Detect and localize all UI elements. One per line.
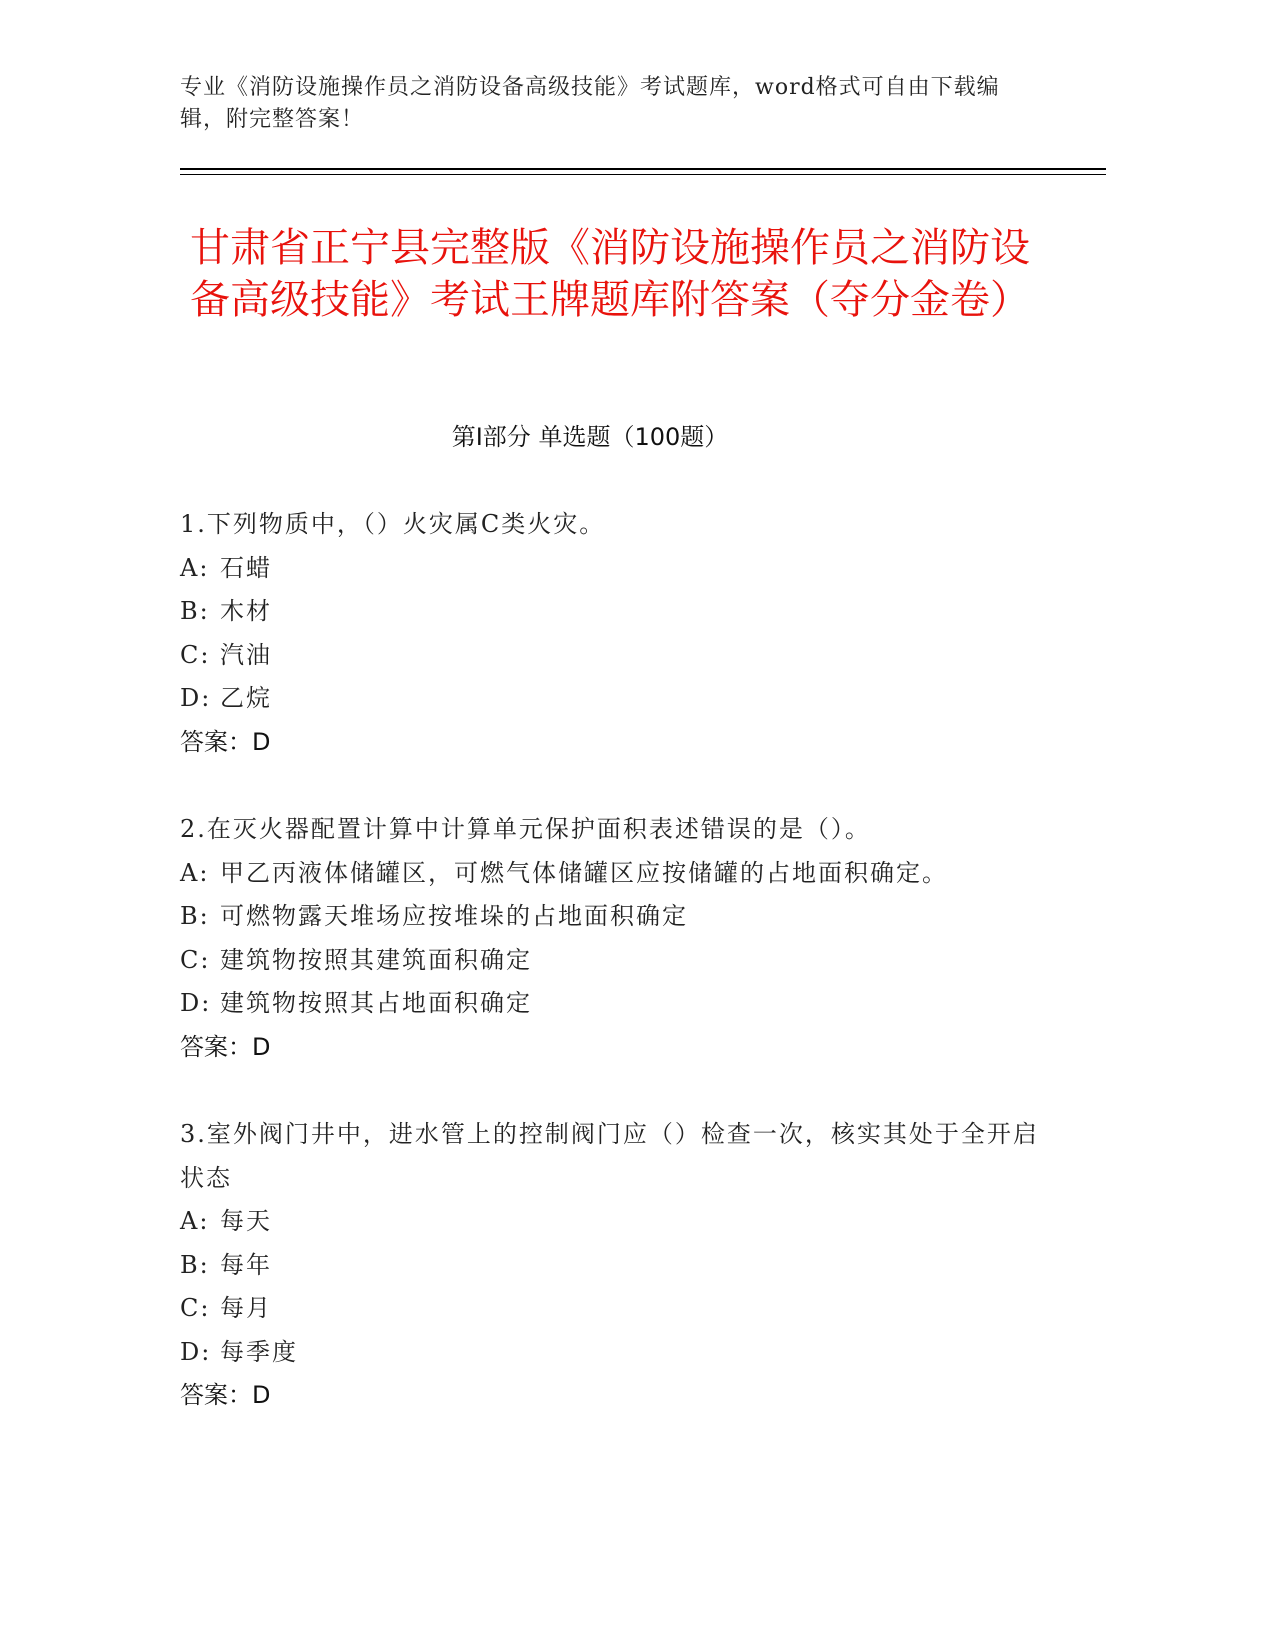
option-d (180, 677, 1040, 721)
option-letter: C: (180, 945, 211, 974)
option-letter: B: (180, 902, 210, 930)
question-2 (180, 808, 1040, 1069)
option-d (180, 1331, 1040, 1375)
option-c (180, 939, 1040, 983)
option-letter: D: (180, 989, 212, 1017)
answer-line: 答案：D (180, 727, 271, 756)
option-a (180, 1200, 1040, 1244)
option-letter: D: (180, 684, 212, 712)
option-b (180, 895, 1040, 939)
answer-line: 答案：D (180, 1381, 271, 1409)
option-text: 石蜡 (220, 553, 272, 582)
option-letter: D: (180, 1337, 212, 1366)
question-3 (180, 1113, 1040, 1418)
option-letter: A: (180, 1207, 210, 1235)
option-text: 可燃物露天堆场应按堆垛的占地面积确定 (220, 902, 688, 930)
option-text: 建筑物按照其建筑面积确定 (220, 945, 532, 974)
option-text: 甲乙丙液体储罐区，可燃气体储罐区应按储罐的占地面积确定。 (220, 858, 948, 887)
section-heading: 第I部分 单选题（100题） (451, 423, 729, 451)
option-letter: C: (180, 1294, 211, 1322)
question-stem: 1.下列物质中，（）火灾属C类火灾。 (180, 510, 606, 538)
option-b (180, 1244, 1040, 1288)
question-1 (180, 503, 1040, 764)
option-d (180, 982, 1040, 1026)
option-text: 每年 (220, 1250, 272, 1279)
option-letter: B: (180, 597, 210, 625)
header-divider-thick (180, 168, 1106, 170)
option-a (180, 547, 1040, 591)
answer-line: 答案：D (180, 1032, 271, 1061)
option-text: 汽油 (220, 640, 272, 669)
option-text: 每月 (220, 1294, 272, 1322)
option-text: 建筑物按照其占地面积确定 (220, 989, 532, 1017)
option-letter: A: (180, 553, 210, 582)
option-c (180, 634, 1040, 678)
option-text: 每季度 (220, 1337, 298, 1366)
document-title: 甘肃省正宁县完整版《消防设施操作员之消防设备高级技能》考试王牌题库附答案（夺分金卷） (190, 225, 1030, 323)
option-a (180, 852, 1040, 896)
option-letter: B: (180, 1250, 210, 1279)
option-text: 每天 (220, 1207, 272, 1235)
header-divider-thin (180, 174, 1106, 175)
header-note: 专业《消防设施操作员之消防设备高级技能》考试题库，word格式可自由下载编辑，附完整答案！ (180, 75, 1000, 132)
option-letter: A: (180, 858, 210, 887)
option-letter: C: (180, 640, 211, 669)
option-text: 乙烷 (220, 684, 272, 712)
option-b (180, 590, 1040, 634)
option-c (180, 1287, 1040, 1331)
option-text: 木材 (220, 597, 272, 625)
question-stem: 3.室外阀门井中，进水管上的控制阀门应（）检查一次，核实其处于全开启状态 (180, 1120, 1039, 1192)
question-stem: 2.在灭火器配置计算中计算单元保护面积表述错误的是（）。 (180, 815, 871, 843)
